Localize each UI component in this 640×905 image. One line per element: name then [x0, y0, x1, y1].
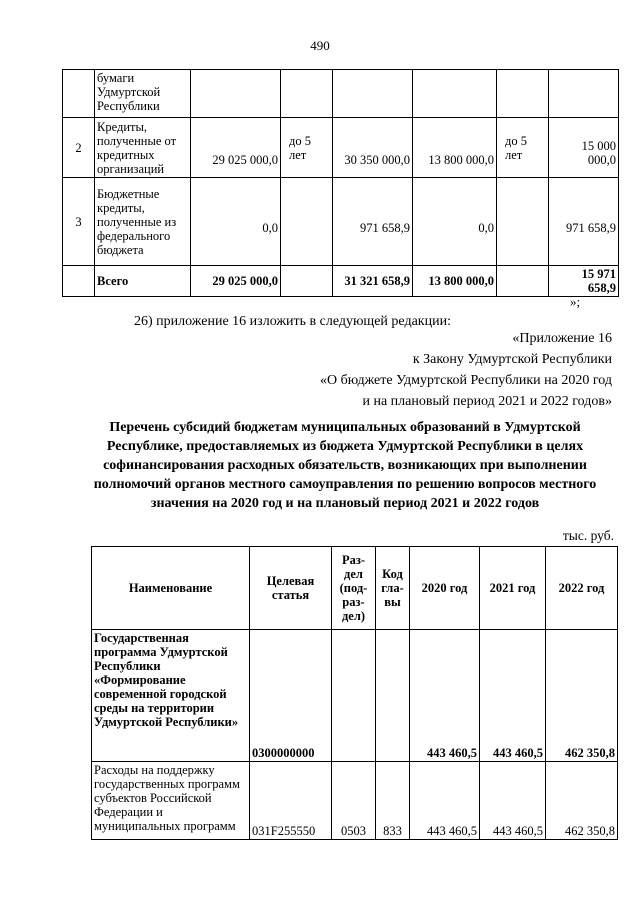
units-label: тыс. руб.: [562, 528, 614, 543]
target-cell: 031F255550: [250, 762, 332, 840]
term-cell: [281, 178, 333, 266]
term-cell: до 5 лет: [497, 118, 549, 178]
total-row: [63, 266, 619, 297]
table-row: [63, 70, 619, 118]
total-value: 29 025 000,0: [191, 266, 281, 297]
term-cell: [497, 178, 549, 266]
appendix-line-2: к Закону Удмуртской Республики: [412, 352, 612, 367]
value-cell: 15 000 000,0: [549, 118, 619, 178]
row-name: Государственная программа Удмуртской Республики «Формирование современной городской среды на территории Удмуртской Республики»: [92, 630, 250, 762]
row-name: Расходы на поддержку государственных программ субъектов Российской Федерации и муниципальных программ: [92, 762, 250, 840]
target-cell: 0300000000: [250, 630, 332, 762]
value-2022: 462 350,8: [546, 762, 618, 840]
value-2021: 443 460,5: [480, 762, 546, 840]
value-2022: 462 350,8: [546, 630, 618, 762]
row-name: Бюджетные кредиты, полученные из федерального бюджета: [95, 178, 191, 266]
chapter-cell: [376, 630, 410, 762]
value-cell: 0,0: [191, 178, 281, 266]
table-row: [63, 118, 619, 178]
value-cell: 971 658,9: [333, 178, 413, 266]
row-index: 3: [63, 178, 95, 266]
section-cell: [332, 630, 376, 762]
page-number: 490: [310, 38, 330, 53]
chapter-cell: 833: [376, 762, 410, 840]
value-2020: 443 460,5: [410, 762, 480, 840]
table-header-row: [92, 547, 618, 630]
subsidies-table: [91, 546, 618, 840]
value-2021: 443 460,5: [480, 630, 546, 762]
header-2021: 2021 год: [480, 547, 546, 630]
borrowings-table: [62, 69, 619, 297]
header-2022: 2022 год: [546, 547, 618, 630]
total-value: 15 971 658,9: [549, 266, 619, 297]
table-row: [63, 178, 619, 266]
total-value: 13 800 000,0: [413, 266, 497, 297]
row-name: бумаги Удмуртской Республики: [95, 70, 191, 118]
closing-quote: »;: [570, 294, 581, 309]
appendix-line-3: «О бюджете Удмуртской Республики на 2020 год: [319, 373, 612, 388]
value-cell: 29 025 000,0: [191, 118, 281, 178]
appendix-line-1: «Приложение 16: [512, 331, 612, 346]
appendix-line-4: и на плановый период 2021 и 2022 годов»: [362, 394, 612, 409]
value-2020: 443 460,5: [410, 630, 480, 762]
value-cell: 13 800 000,0: [413, 118, 497, 178]
row-index: 2: [63, 118, 95, 178]
total-value: 31 321 658,9: [333, 266, 413, 297]
header-section: Раз-дел (под-раз-дел): [332, 547, 376, 630]
item-26-text: 26) приложение 16 изложить в следующей редакции:: [134, 314, 451, 329]
value-cell: 971 658,9: [549, 178, 619, 266]
table-row: [92, 630, 618, 762]
total-label: Всего: [95, 266, 191, 297]
document-title: Перечень субсидий бюджетам муниципальных образований в Удмуртской Республике, предоставляемых из бюджета Удмуртской Республики в целях софинансирования расходных обязательств, возникающих при выполнении полномочий органов местного самоуправления по решению вопросов местного значения на 2020 год и на плановый период 2021 и 2022 годов: [93, 420, 597, 511]
section-cell: 0503: [332, 762, 376, 840]
table-row: [92, 762, 618, 840]
header-chapter: Код гла-вы: [376, 547, 410, 630]
header-target: Целевая статья: [250, 547, 332, 630]
row-name: Кредиты, полученные от кредитных организаций: [95, 118, 191, 178]
value-cell: 30 350 000,0: [333, 118, 413, 178]
value-cell: 0,0: [413, 178, 497, 266]
header-name: Наименование: [92, 547, 250, 630]
header-2020: 2020 год: [410, 547, 480, 630]
term-cell: до 5 лет: [281, 118, 333, 178]
row-index: [63, 70, 95, 118]
